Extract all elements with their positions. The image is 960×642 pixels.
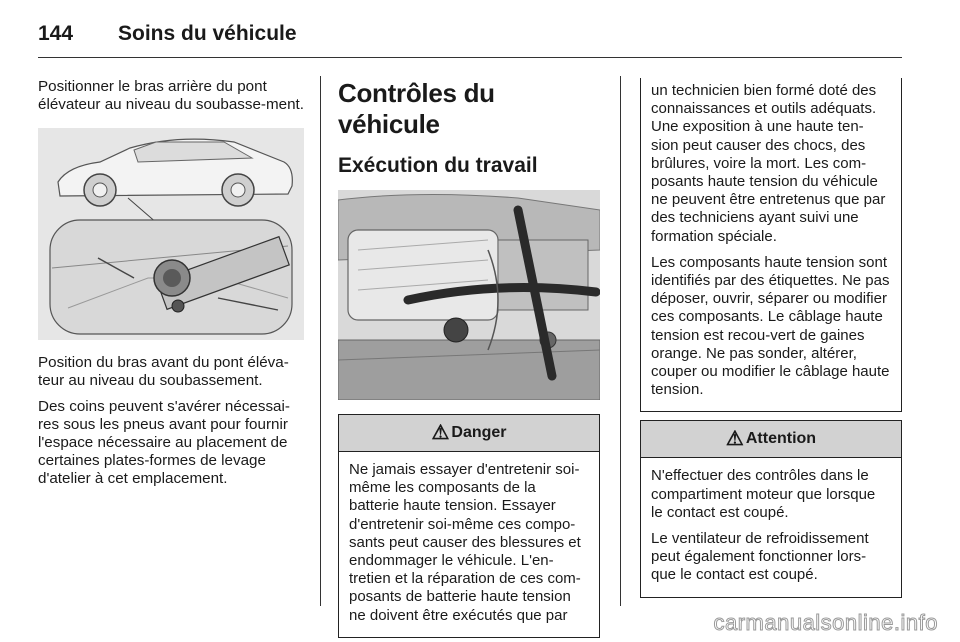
danger-title: Danger — [451, 424, 507, 441]
attention-box — [640, 420, 902, 597]
attention-box-header — [641, 420, 901, 458]
warning-triangle-icon: ⚠ — [725, 428, 744, 451]
danger-text: Ne jamais essayer d'entretenir soi-même les composants de la batterie haute tension. Essayer d'entretenir soi-même ces compo-sants peut causer des blessures et endommager le véhicule. L'en-tretien et la réparation de ces com-posants de batterie haute tension ne doivent être exécutés que par — [349, 461, 581, 624]
attention-title: Attention — [745, 430, 817, 448]
running-title: Soins du véhicule — [118, 22, 297, 45]
paragraph-wedges: Des coins peuvent s'avérer nécessai-res sous les pneus avant pour fournir l'espace nécessaire au placement de certaines plates-formes de levage d'atelier à cet emplacement. — [38, 398, 290, 487]
danger-box-continued — [640, 78, 902, 412]
column-divider — [320, 76, 321, 606]
column-middle — [338, 78, 600, 638]
warning-triangle-icon: ⚠ — [431, 422, 450, 444]
danger-box-header — [339, 414, 599, 452]
watermark: carmanualsonline.info — [713, 610, 938, 635]
column-right — [640, 78, 902, 598]
page-number: 144 — [38, 22, 74, 45]
lift-arm-illustration — [38, 128, 304, 340]
danger-box — [338, 414, 600, 638]
column-left — [38, 78, 306, 496]
paragraph-rear-arm: Positionner le bras arrière du pont élévateur au niveau du soubasse-ment. — [38, 78, 304, 113]
subsection-heading: Exécution du travail — [338, 154, 538, 177]
engine-bay-illustration — [338, 190, 600, 400]
column-divider — [620, 76, 621, 606]
attention-text-2: Le ventilateur de refroidissement peut également fonctionner lors-que le contact est coupé. — [651, 530, 869, 584]
danger-labels-text: Les composants haute tension sont identifiés par des étiquettes. Ne pas déposer, ouvrir, séparer ou modifier ces composants. Le câblage haute tension est recou-vert de gaines orange. Ne pas sonder, altérer, couper ou modifier le câblage haute tension. — [651, 253, 890, 399]
paragraph-front-arm: Position du bras avant du pont éléva-teur au niveau du soubassement. — [38, 354, 289, 389]
section-heading: Contrôles du véhicule — [338, 78, 495, 139]
page-header — [38, 22, 902, 58]
danger-continued-text: un technicien bien formé doté des connaissances et outils adéquats. Une exposition à une haute ten-sion peut causer des chocs, des brûlures, voire la mort. Les com-posants haute tension du véhicule ne peuvent être entretenus que par des techniciens ayant suivi une formation spéciale. — [651, 82, 886, 245]
attention-text-1: N'effectuer des contrôles dans le compartiment moteur que lorsque le contact est coupé. — [651, 467, 876, 521]
